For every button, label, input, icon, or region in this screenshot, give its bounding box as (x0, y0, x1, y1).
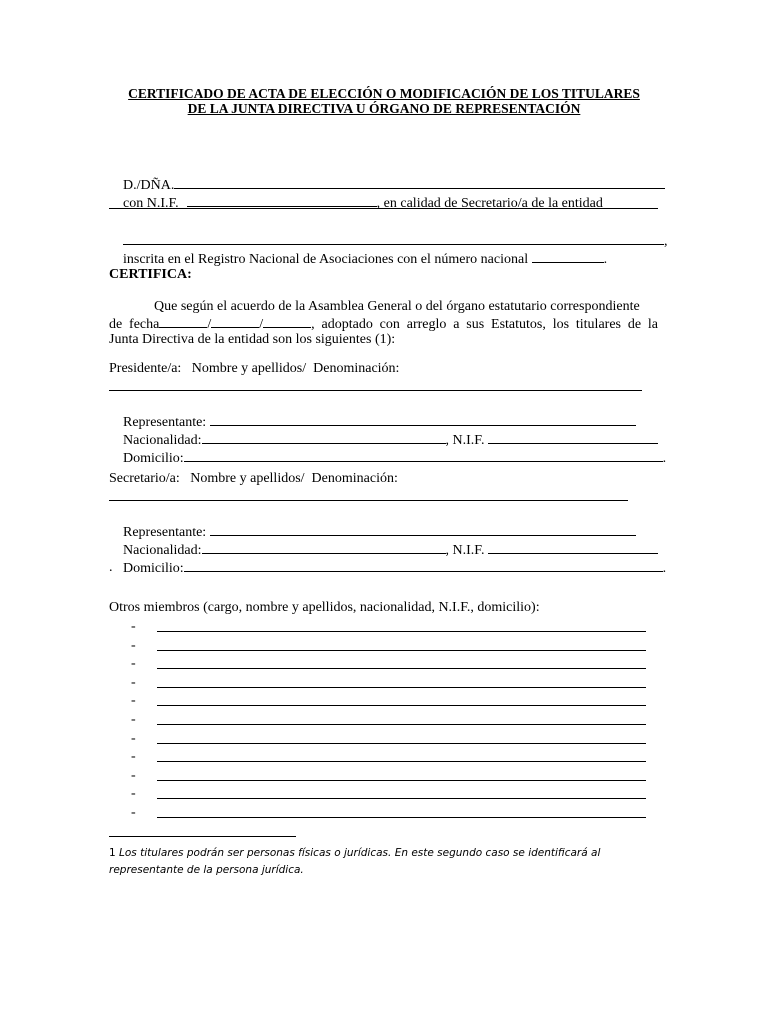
entity-comma: , (664, 234, 668, 249)
date-day-field[interactable] (159, 315, 207, 328)
member-entry-line[interactable] (157, 687, 646, 688)
inscrita-period: . (603, 252, 608, 267)
secretario-label: Secretario/a: Nombre y apellidos/ Denominación: (109, 471, 398, 486)
fecha-label: de fecha (109, 317, 160, 332)
secretario-nif-label: , N.I.F. (445, 543, 485, 558)
document-title-line-1: CERTIFICADO DE ACTA DE ELECCIÓN O MODIFICACIÓN DE LOS TITULARES (128, 86, 640, 101)
secretario-domicilio-period: . (662, 561, 667, 576)
member-entry-line[interactable] (157, 743, 646, 744)
presidente-domicilio-field[interactable] (184, 449, 663, 462)
member-bullet: - (131, 767, 136, 783)
member-entry-line[interactable] (157, 724, 646, 725)
member-bullet: - (131, 749, 136, 765)
paragraph-rest: , adoptado con arreglo a sus Estatutos, los titulares de la (311, 317, 658, 332)
footnote-separator (109, 836, 296, 837)
member-entry-line[interactable] (157, 761, 646, 762)
member-bullet: - (131, 786, 136, 802)
member-entry-line[interactable] (157, 798, 646, 799)
paragraph-line-3: Junta Directiva de la entidad son los siguientes (1): (109, 332, 396, 347)
member-bullet: - (131, 619, 136, 634)
member-bullet: - (131, 693, 136, 709)
inscrita-text: inscrita en el Registro Nacional de Asociaciones con el número nacional (123, 252, 529, 267)
footnote-text-2: representante de la persona jurídica. (109, 864, 304, 876)
member-bullet: - (131, 637, 136, 653)
paragraph-line-1: Que según el acuerdo de la Asamblea General o del órgano estatutario correspondiente (154, 299, 640, 314)
presidente-nif-label: , N.I.F. (445, 433, 485, 448)
presidente-domicilio-label: Domicilio: (123, 451, 184, 466)
presidente-nacionalidad-label: Nacionalidad: (123, 433, 202, 448)
secretario-representante-label: Representante: (123, 525, 207, 540)
registry-number-field[interactable] (532, 250, 604, 263)
footnote-line-2 (109, 863, 304, 877)
member-entry-line[interactable] (157, 650, 646, 651)
member-entry-line[interactable] (157, 668, 646, 669)
member-entry-line[interactable] (157, 817, 646, 818)
member-bullet: - (131, 712, 136, 727)
member-bullet: - (131, 805, 136, 820)
secretario-domicilio-row (109, 542, 666, 594)
secretario-domicilio-label: Domicilio: (123, 561, 184, 576)
certifica-heading: CERTIFICA: (109, 267, 192, 282)
stray-dot: . (109, 560, 113, 575)
calidad-text: , en calidad de Secretario/a de la entidad (376, 196, 603, 211)
date-slash-2: / (259, 317, 264, 332)
secretario-name-line[interactable] (109, 500, 628, 501)
member-bullet: - (131, 656, 136, 672)
member-entry-line[interactable] (157, 780, 646, 781)
member-bullet: - (131, 730, 136, 746)
secretario-nacionalidad-label: Nacionalidad: (123, 543, 202, 558)
date-slash-1: / (207, 317, 212, 332)
member-bullet: - (131, 674, 136, 690)
dona-label: D./DÑA. (123, 178, 175, 193)
presidente-representante-label: Representante: (123, 415, 207, 430)
footnote-line-1 (109, 846, 600, 860)
document-title-line-2: DE LA JUNTA DIRECTIVA U ÓRGANO DE REPRESENTACIÓN (187, 101, 581, 116)
member-entry-line[interactable] (157, 631, 646, 632)
member-entry-line[interactable] (157, 705, 646, 706)
entity-name-line-1[interactable] (109, 208, 658, 209)
nif-label: con N.I.F. (123, 196, 179, 211)
otros-miembros-label: Otros miembros (cargo, nombre y apellidos, nacionalidad, N.I.F., domicilio): (109, 600, 540, 615)
footnote-number: 1 (109, 847, 116, 859)
presidente-label: Presidente/a: Nombre y apellidos/ Denominación: (109, 361, 400, 376)
date-year-field[interactable] (263, 315, 311, 328)
secretario-domicilio-field[interactable] (184, 559, 663, 572)
date-month-field[interactable] (211, 315, 259, 328)
secretary-nif-field[interactable] (187, 194, 377, 207)
footnote-text-1: Los titulares podrán ser personas físicas o jurídicas. En este segundo caso se identificará al (119, 847, 601, 859)
presidente-domicilio-period: . (662, 451, 667, 466)
presidente-name-line[interactable] (109, 390, 642, 391)
